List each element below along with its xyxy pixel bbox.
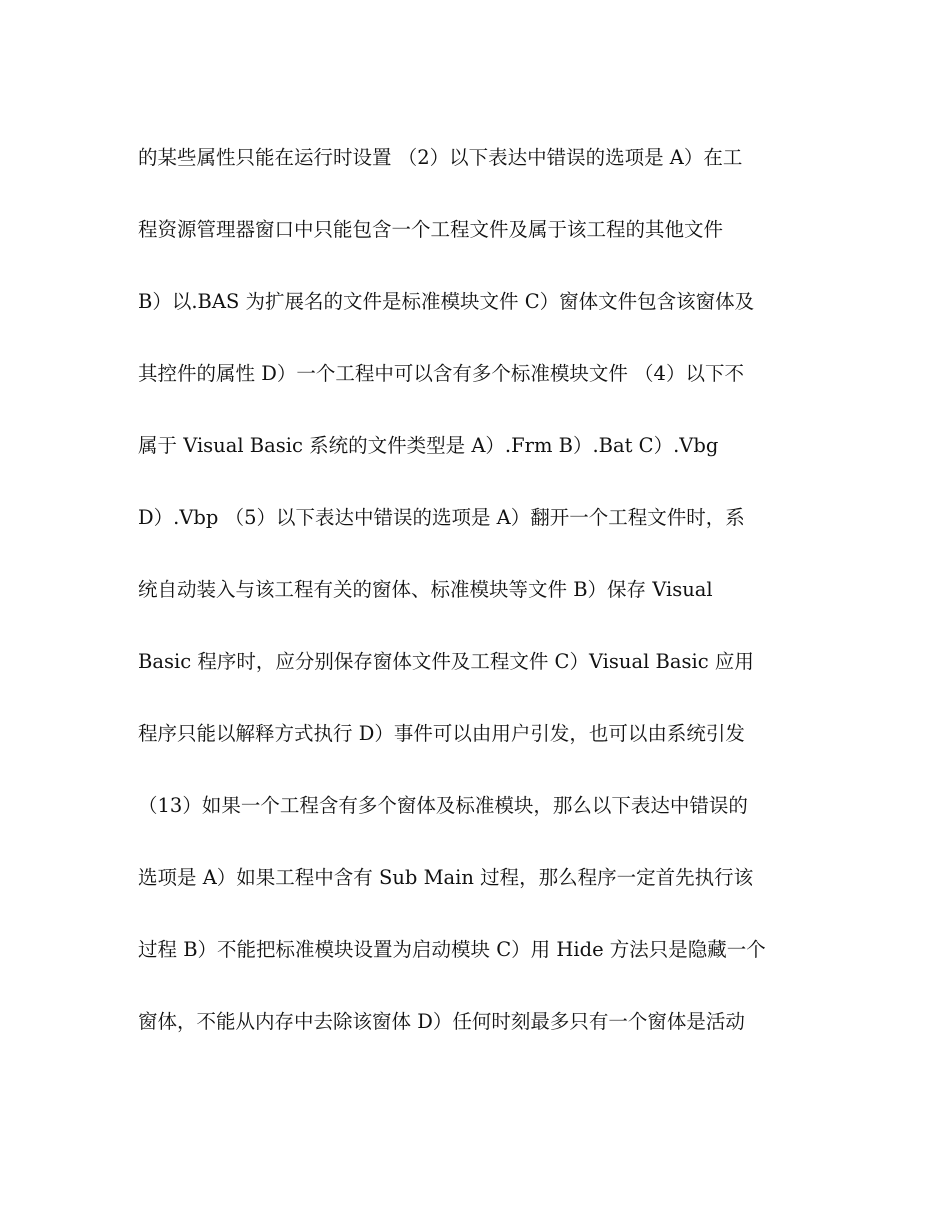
text-line: 的某些属性只能在运行时设置 （2）以下表达中错误的选项是 A）在工 xyxy=(138,146,743,169)
text-line: 过程 B）不能把标准模块设置为启动模块 C）用 Hide 方法只是隐藏一个 xyxy=(138,938,766,961)
text-line: （13）如果一个工程含有多个窗体及标准模块，那么以下表达中错误的 xyxy=(138,794,748,817)
text-line: 统自动装入与该工程有关的窗体、标准模块等文件 B）保存 Visual xyxy=(138,578,713,601)
text-line: D）.Vbp （5）以下表达中错误的选项是 A）翻开一个工程文件时，系 xyxy=(138,506,745,529)
text-line: B）以.BAS 为扩展名的文件是标准模块文件 C）窗体文件包含该窗体及 xyxy=(138,290,755,313)
text-line: Basic 程序时，应分别保存窗体文件及工程文件 C）Visual Basic 应用 xyxy=(138,650,754,673)
text-line: 选项是 A）如果工程中含有 Sub Main 过程，那么程序一定首先执行该 xyxy=(138,866,754,889)
body-text xyxy=(138,138,828,1074)
text-line: 窗体，不能从内存中去除该窗体 D）任何时刻最多只有一个窗体是活动 xyxy=(138,1010,745,1033)
text-line: 程序只能以解释方式执行 D）事件可以由用户引发，也可以由系统引发 xyxy=(138,722,745,745)
text-line: 程资源管理器窗口中只能包含一个工程文件及属于该工程的其他文件 xyxy=(138,218,724,241)
text-line: 属于 Visual Basic 系统的文件类型是 A）.Frm B）.Bat C）.Vbg xyxy=(138,434,719,457)
text-line: 其控件的属性 D）一个工程中可以含有多个标准模块文件 （4）以下不 xyxy=(138,362,744,385)
